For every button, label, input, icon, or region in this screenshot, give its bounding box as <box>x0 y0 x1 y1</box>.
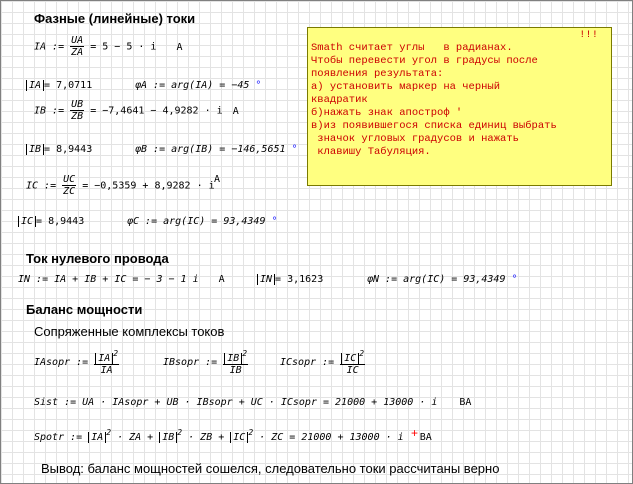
formula-in-abs[interactable]: IN = 3,1623 <box>257 274 323 285</box>
formula-ic[interactable]: IC := $\frac{UC}{ZC}$ = −0,5359 + 8,9282 · i <box>26 174 215 197</box>
formula-icsopr[interactable]: ICsopr := $\frac{IC ^2}{IC}$ <box>280 349 365 376</box>
formula-ic-abs[interactable]: IC = 8,9443 <box>18 216 84 227</box>
formula-phi-n[interactable]: φN := arg(IC) = 93,4349 ° <box>367 274 518 285</box>
formula-phi-b[interactable]: φB := arg(IB) = −146,5651 ° <box>135 144 298 155</box>
formula-spotr[interactable]: Spotr := IA $^2$ · ZA + IB $^2$ · ZB + IC $^2$ · ZC = 21000 + 13000 · i BA <box>34 428 432 443</box>
formula-ib[interactable]: IB := $\frac{UB}{ZB}$ = −7,4641 − 4,9282 · i A <box>34 99 239 122</box>
formula-ib-abs[interactable]: IB = 8,9443 <box>26 144 92 155</box>
fraction-ua-za: $\frac{UA}{ZA}$ <box>71 35 84 58</box>
subheading-conjugates: Сопряженные комплексы токов <box>34 324 225 339</box>
degree-unit: ° <box>271 216 278 227</box>
degree-unit: ° <box>511 274 518 285</box>
formula-iasopr[interactable]: IAsopr := $\frac{IA ^2}{IA}$ <box>34 349 119 376</box>
degree-unit: ° <box>291 144 298 155</box>
formula-in[interactable]: IN := IA + IB + IC = − 3 − 1 i A <box>18 274 225 285</box>
unit-ampere: A <box>176 41 183 53</box>
unit-ampere-ic: A <box>214 174 221 185</box>
heading-power-balance: Баланс мощности <box>26 302 143 317</box>
formula-ia-abs[interactable]: IA = 7,0711 <box>26 80 92 91</box>
note-box[interactable]: !!! Smath считает углы в радианах. Чтобы перевести угол в градусы после появления результата: а) установить маркер на черный квадратик б)нажать знак апостроф ' в)из появившегося списка единиц выбрать значок угловых градусов и нажать клавишу Табуляция. <box>307 27 612 186</box>
formula-phi-a[interactable]: φA := arg(IA) = −45 ° <box>135 80 262 91</box>
note-exclamation: !!! <box>579 29 598 41</box>
formula-sist[interactable]: Sist := UA · IAsopr + UB · IBsopr + UC · ICsopr = 21000 + 13000 · i BA <box>34 397 472 408</box>
formula-phi-c[interactable]: φC := arg(IC) = 93,4349 ° <box>127 216 278 227</box>
heading-neutral-current: Ток нулевого провода <box>26 251 169 266</box>
degree-unit: ° <box>255 80 262 91</box>
heading-phase-currents: Фазные (линейные) токи <box>34 11 196 26</box>
formula-ia[interactable]: IA := $\frac{UA}{ZA}$ = 5 − 5 · i A <box>34 35 183 58</box>
formula-ibsopr[interactable]: IBsopr := $\frac{IB ^2}{IB}$ <box>163 349 248 376</box>
conclusion-text: Вывод: баланс мощностей сошелся, следовательно токи рассчитаны верно <box>41 461 500 476</box>
insert-marker-plus[interactable]: + <box>411 426 419 440</box>
